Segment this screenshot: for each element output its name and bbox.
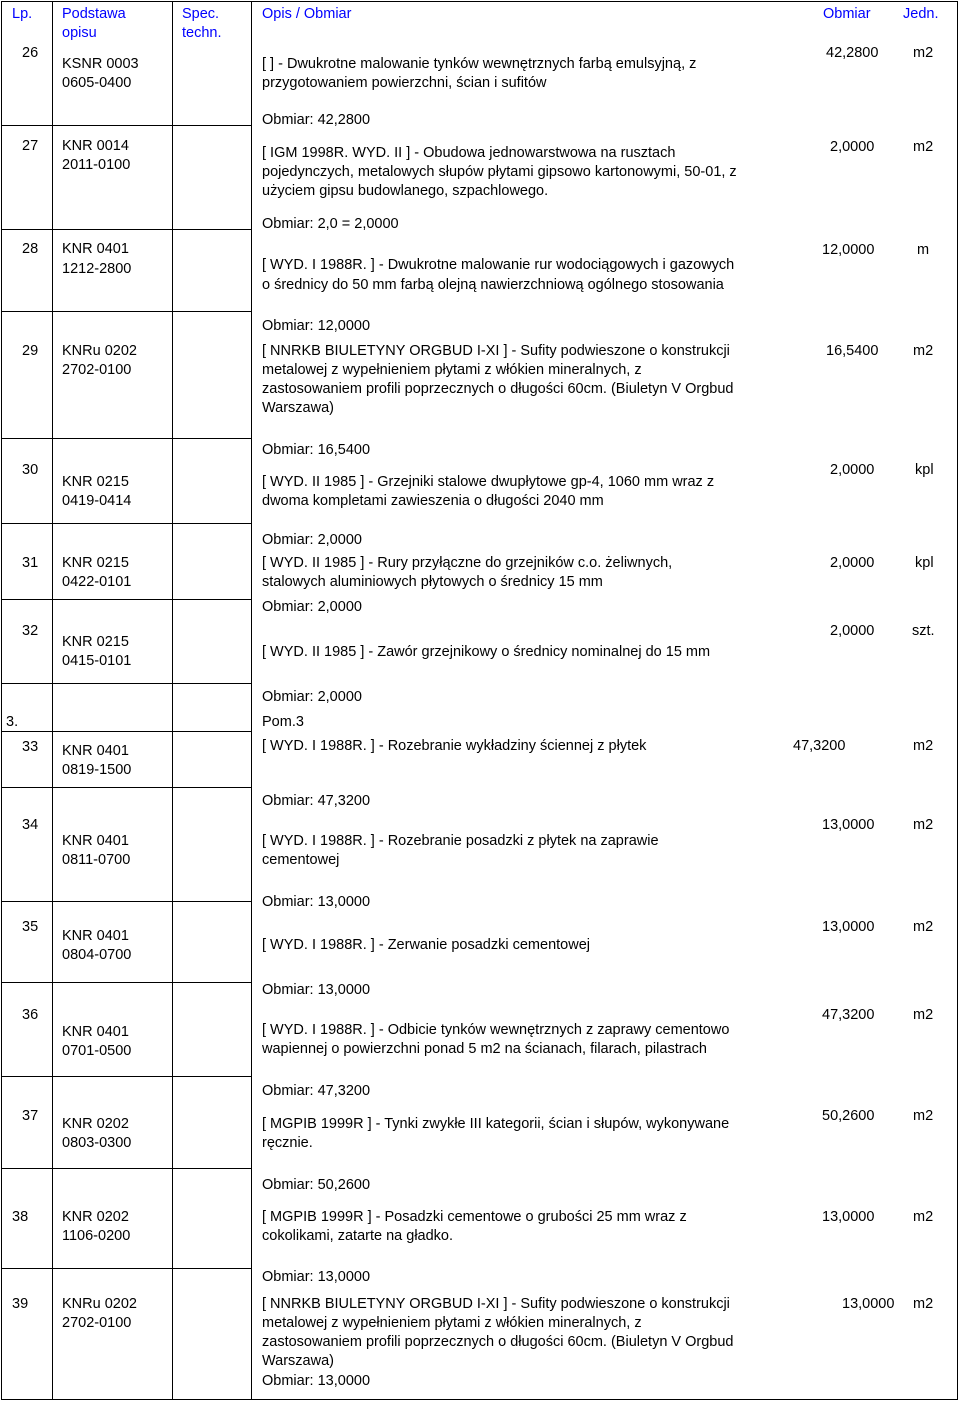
row-unit: m2 (913, 1209, 934, 1225)
row-unit: m2 (913, 817, 934, 833)
row-code-2: 0819-1500 (62, 762, 132, 778)
row-description: zastosowaniem profili poprzecznych o długości 60cm. (Biuletyn V Orgbud (262, 381, 734, 397)
row-lp: 32 (22, 623, 39, 639)
row-measure: Obmiar: 13,0000 (262, 1269, 371, 1285)
row-description: [ WYD. I 1988R. ] - Rozebranie posadzki z płytek na zaprawie (262, 833, 659, 849)
row-lp: 37 (22, 1108, 39, 1124)
section-number: 3. (6, 714, 19, 730)
row-separator (1, 1168, 252, 1169)
row-description: ręcznie. (262, 1135, 313, 1151)
row-quantity: 12,0000 (822, 242, 875, 258)
row-description: pojedynczych, metalowych słupów płytami gipsowo kartonowymi, 50-01, z (262, 164, 737, 180)
row-measure: Obmiar: 13,0000 (262, 982, 371, 998)
row-description: [ NNRKB BIULETYNY ORGBUD I-XI ] - Sufity podwieszone o konstrukcji (262, 343, 730, 359)
row-quantity: 13,0000 (822, 919, 875, 935)
row-separator (1, 787, 252, 788)
row-description: metalowej z wypełnieniem płytami z włókien mineralnych, z (262, 362, 642, 378)
row-separator (1, 125, 252, 126)
header-podstawa-2: opisu (62, 25, 97, 41)
row-lp: 35 (22, 919, 39, 935)
row-separator (1, 1076, 252, 1077)
header-lp: Lp. (12, 6, 33, 22)
row-code: KNR 0401 (62, 833, 129, 849)
row-description: Warszawa) (262, 1353, 334, 1369)
row-unit: kpl (915, 462, 934, 478)
row-code: KNR 0014 (62, 138, 129, 154)
section-separator (1, 731, 252, 732)
row-description: [ WYD. I 1988R. ] - Dwukrotne malowanie rur wodociągowych i gazowych (262, 257, 735, 273)
row-code-2: 0415-0101 (62, 653, 132, 669)
row-description: użyciem gipsu budowlanego, szpachlowego. (262, 183, 549, 199)
row-code-2: 0422-0101 (62, 574, 132, 590)
table-border-left (1, 1, 2, 1400)
row-description: [ MGPIB 1999R ] - Posadzki cementowe o grubości 25 mm wraz z (262, 1209, 687, 1225)
row-description: [ WYD. I 1988R. ] - Zerwanie posadzki cementowej (262, 937, 590, 953)
row-code: KNR 0401 (62, 1024, 129, 1040)
section-title: Pom.3 (262, 714, 304, 730)
row-description: wapiennej o powierzchni ponad 5 m2 na ścianach, filarach, pilastrach (262, 1041, 707, 1057)
row-unit: m2 (913, 1007, 934, 1023)
row-lp: 34 (22, 817, 39, 833)
header-podstawa: Podstawa (62, 6, 126, 22)
row-unit: kpl (915, 555, 934, 571)
table-border-right (957, 1, 958, 1400)
row-lp: 26 (22, 45, 39, 61)
row-quantity: 42,2800 (826, 45, 879, 61)
row-description: [ WYD. I 1988R. ] - Odbicie tynków wewnętrznych z zaprawy cementowo (262, 1022, 730, 1038)
row-quantity: 13,0000 (822, 817, 875, 833)
row-separator (1, 599, 252, 600)
row-separator (1, 523, 252, 524)
row-separator (1, 438, 252, 439)
row-code: KNR 0215 (62, 634, 129, 650)
row-quantity: 47,3200 (793, 738, 846, 754)
row-code: KNR 0401 (62, 241, 129, 257)
row-measure: Obmiar: 47,3200 (262, 793, 371, 809)
row-code: KNR 0215 (62, 474, 129, 490)
row-quantity: 2,0000 (830, 462, 875, 478)
row-description: zastosowaniem profili poprzecznych o długości 60cm. (Biuletyn V Orgbud (262, 1334, 734, 1350)
row-code-2: 0701-0500 (62, 1043, 132, 1059)
row-measure: Obmiar: 13,0000 (262, 1373, 371, 1389)
row-description: przygotowaniem powierzchni, ścian i sufitów (262, 75, 547, 91)
column-divider-desc (251, 1, 252, 1400)
row-description: [ WYD. II 1985 ] - Rury przyłączne do grzejników c.o. żeliwnych, (262, 555, 673, 571)
row-code-2: 2011-0100 (62, 157, 131, 173)
row-code-2: 0804-0700 (62, 947, 132, 963)
row-code: KNR 0202 (62, 1209, 129, 1225)
row-separator (1, 311, 252, 312)
row-lp: 36 (22, 1007, 39, 1023)
row-description: [ ] - Dwukrotne malowanie tynków wewnętrznych farbą emulsyjną, z (262, 56, 697, 72)
row-separator (1, 229, 252, 230)
row-description: [ MGPIB 1999R ] - Tynki zwykłe III kategorii, ścian i słupów, wykonywane (262, 1116, 730, 1132)
row-measure: Obmiar: 50,2600 (262, 1177, 371, 1193)
row-code-2: 0803-0300 (62, 1135, 132, 1151)
row-measure: Obmiar: 2,0000 (262, 599, 362, 615)
row-description: [ WYD. II 1985 ] - Zawór grzejnikowy o średnicy nominalnej do 15 mm (262, 644, 711, 660)
row-unit: m2 (913, 1108, 934, 1124)
row-description: [ NNRKB BIULETYNY ORGBUD I-XI ] - Sufity podwieszone o konstrukcji (262, 1296, 730, 1312)
row-separator (1, 683, 252, 684)
table-border-bottom (1, 1399, 958, 1400)
row-description: cokolikami, zatarte na gładko. (262, 1228, 454, 1244)
row-separator (1, 901, 252, 902)
row-code-2: 0605-0400 (62, 75, 132, 91)
row-unit: szt. (912, 623, 935, 639)
row-description: metalowej z wypełnieniem płytami z włókien mineralnych, z (262, 1315, 642, 1331)
row-measure: Obmiar: 47,3200 (262, 1083, 371, 1099)
row-unit: m2 (913, 1296, 934, 1312)
row-lp: 30 (22, 462, 39, 478)
row-unit: m (917, 242, 930, 258)
row-code-2: 2702-0100 (62, 362, 132, 378)
row-quantity: 16,5400 (826, 343, 879, 359)
row-lp: 29 (22, 343, 39, 359)
row-lp: 31 (22, 555, 39, 571)
row-description: [ WYD. II 1985 ] - Grzejniki stalowe dwupłytowe gp-4, 1060 mm wraz z (262, 474, 715, 490)
row-measure: Obmiar: 16,5400 (262, 442, 371, 458)
row-description: stalowych aluminiowych płytowych o średnicy 15 mm (262, 574, 603, 590)
row-separator (1, 982, 252, 983)
row-quantity: 2,0000 (830, 139, 875, 155)
row-quantity: 50,2600 (822, 1108, 875, 1124)
row-code-2: 1212-2800 (62, 261, 132, 277)
row-quantity: 13,0000 (842, 1296, 895, 1312)
header-opis: Opis / Obmiar (262, 6, 352, 22)
row-measure: Obmiar: 2,0000 (262, 689, 362, 705)
row-code-2: 0811-0700 (62, 852, 131, 868)
row-measure: Obmiar: 2,0 = 2,0000 (262, 216, 399, 232)
header-spec-2: techn. (182, 25, 222, 41)
row-lp: 39 (12, 1296, 29, 1312)
row-lp: 38 (12, 1209, 29, 1225)
column-divider-lp (52, 1, 53, 1400)
row-quantity: 13,0000 (822, 1209, 875, 1225)
row-quantity: 2,0000 (830, 623, 875, 639)
row-description: Warszawa) (262, 400, 334, 416)
row-measure: Obmiar: 42,2800 (262, 112, 371, 128)
row-code: KNR 0215 (62, 555, 129, 571)
row-unit: m2 (913, 45, 934, 61)
row-separator (1, 1268, 252, 1269)
header-jedn: Jedn. (903, 6, 939, 22)
header-spec: Spec. (182, 6, 220, 22)
row-description: dwoma kompletami zawieszenia o długości 2040 mm (262, 493, 604, 509)
row-code: KNRu 0202 (62, 1296, 137, 1312)
row-measure: Obmiar: 2,0000 (262, 532, 362, 548)
row-code-2: 1106-0200 (62, 1228, 131, 1244)
row-quantity: 2,0000 (830, 555, 875, 571)
row-code: KNR 0202 (62, 1116, 129, 1132)
row-code-2: 0419-0414 (62, 493, 132, 509)
row-description: o średnicy do 50 mm farbą olejną nawierzchniową ogólnego stosowania (262, 277, 724, 293)
row-code: KSNR 0003 (62, 56, 139, 72)
row-measure: Obmiar: 13,0000 (262, 894, 371, 910)
row-quantity: 47,3200 (822, 1007, 875, 1023)
row-description: cementowej (262, 852, 340, 868)
row-lp: 28 (22, 241, 39, 257)
row-measure: Obmiar: 12,0000 (262, 318, 371, 334)
row-description: [ WYD. I 1988R. ] - Rozebranie wykładziny ściennej z płytek (262, 738, 647, 754)
row-unit: m2 (913, 343, 934, 359)
table-border-top (1, 1, 958, 2)
row-code: KNR 0401 (62, 928, 129, 944)
row-unit: m2 (913, 919, 934, 935)
column-divider-spec (172, 1, 173, 1400)
row-code-2: 2702-0100 (62, 1315, 132, 1331)
row-lp: 27 (22, 138, 39, 154)
row-unit: m2 (913, 738, 934, 754)
row-lp: 33 (22, 739, 39, 755)
row-code: KNR 0401 (62, 743, 129, 759)
row-description: [ IGM 1998R. WYD. II ] - Obudowa jednowarstwowa na rusztach (262, 145, 676, 161)
row-unit: m2 (913, 139, 934, 155)
row-code: KNRu 0202 (62, 343, 137, 359)
header-obmiar: Obmiar (823, 6, 871, 22)
